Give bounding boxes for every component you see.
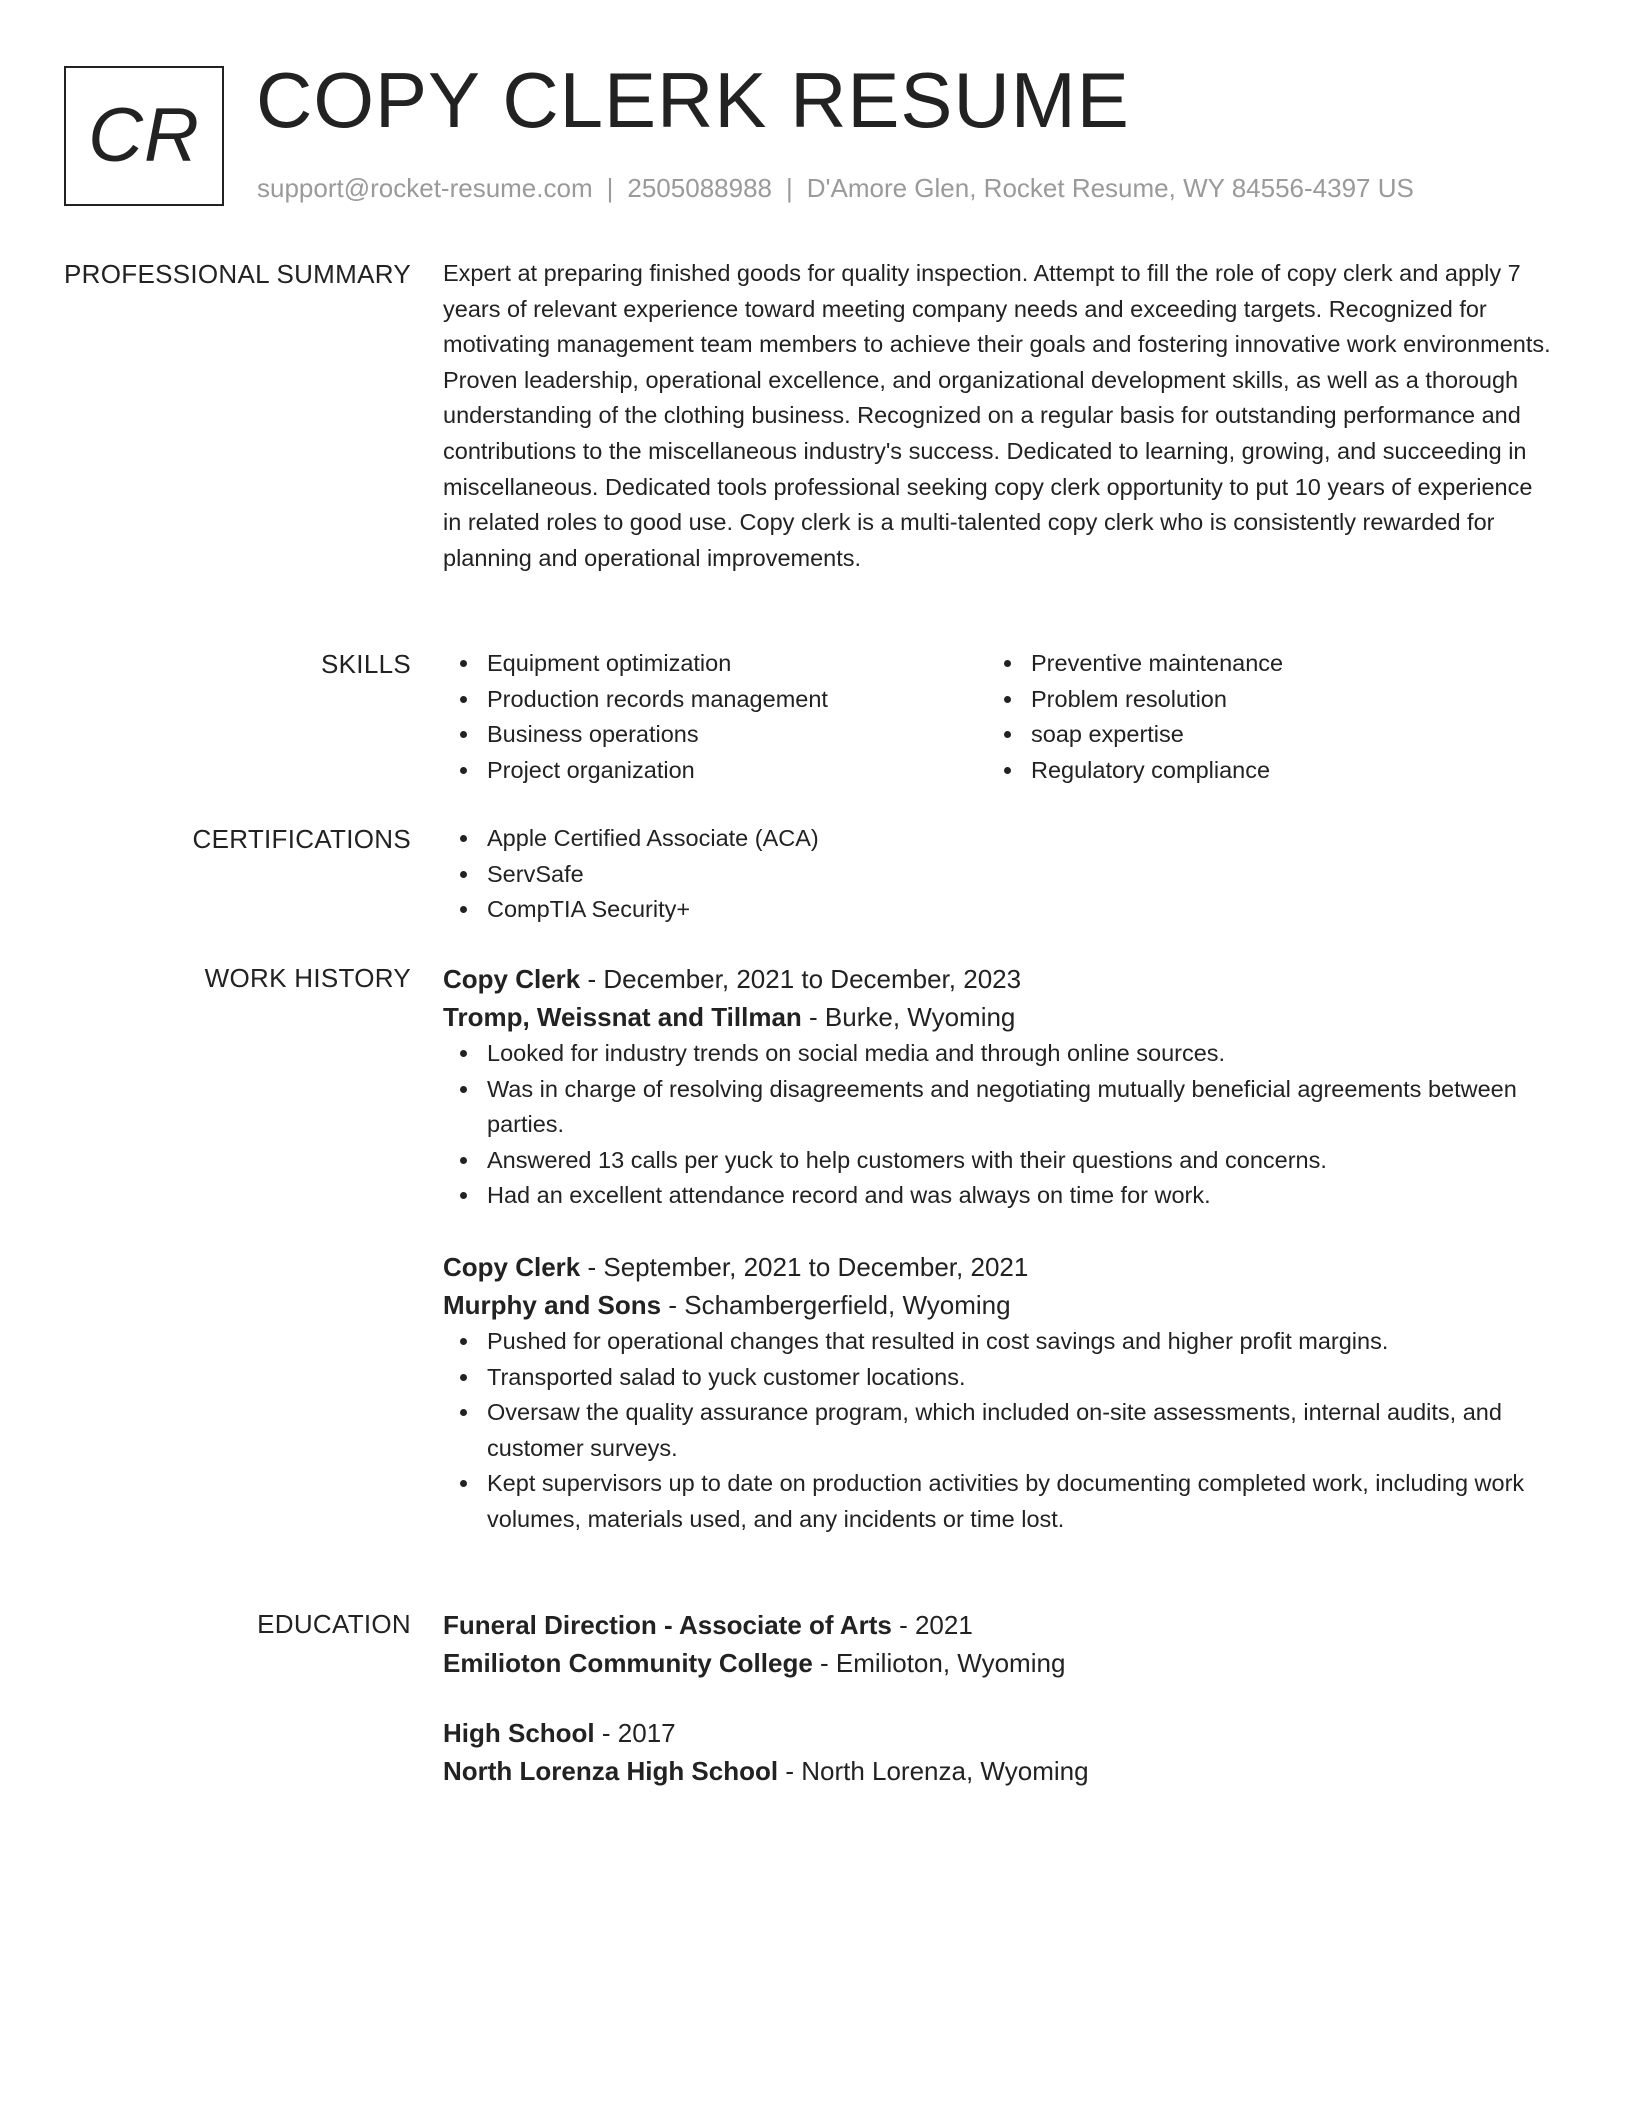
skills-body [443, 646, 1553, 788]
contact-email: support@rocket-resume.com [257, 173, 593, 203]
monogram-badge [64, 66, 224, 206]
education-entry [443, 1714, 1553, 1790]
summary-body [443, 256, 1553, 576]
job-duty-item: Transported salad to yuck customer locations. [443, 1360, 1553, 1396]
education-location: - Emilioton, Wyoming [812, 1648, 1066, 1678]
contact-separator: | [786, 173, 793, 203]
job-duty-item: Looked for industry trends on social media and through online sources. [443, 1036, 1553, 1072]
job-title: Copy Clerk [443, 964, 581, 994]
education-degree: High School [443, 1718, 595, 1748]
education-degree: Funeral Direction - Associate of Arts [443, 1610, 892, 1640]
certifications-list [443, 821, 1553, 928]
certifications-heading: CERTIFICATIONS [192, 824, 411, 854]
job-title: Copy Clerk [443, 1251, 581, 1282]
education-location: - North Lorenza, Wyoming [778, 1756, 1089, 1786]
job-company: Tromp, Weissnat and Tillman [443, 1002, 802, 1032]
skill-item: Equipment optimization [443, 646, 987, 682]
skill-item: Preventive maintenance [987, 646, 1531, 682]
contact-separator: | [606, 173, 614, 203]
job-duty-item: Answered 13 calls per yuck to help customers with their questions and concerns. [443, 1143, 1553, 1179]
job-entry [443, 960, 1553, 1214]
certification-item: Apple Certified Associate (ACA) [443, 821, 1553, 857]
certification-item: ServSafe [443, 857, 1553, 893]
job-title-line [443, 960, 1553, 998]
page-title: COPY CLERK RESUME [256, 56, 1130, 144]
education-degree-line [443, 1714, 1553, 1752]
skill-item: Project organization [443, 753, 987, 789]
summary-text: Expert at preparing finished goods for quality inspection. Attempt to fill the role of copy clerk and apply 7 years of relevant experience toward meeting company needs and exceeding targets. Recognized for motivating management team members to achieve their goals and fostering innovative work environments. Proven leadership, operational excellence, and organizational development skills, as well as a thorough understanding of the clothing business. Recognized on a regular basis for outstanding performance and contributions to the miscellaneous industry's success. Dedicated to learning, growing, and succeeding in miscellaneous. Dedicated tools professional seeking copy clerk opportunity to put 10 years of experience in related roles to good use. Copy clerk is a multi-talented copy clerk who is consistently rewarded for planning and operational improvements. [443, 260, 1551, 571]
skill-item: Production records management [443, 682, 987, 718]
education-degree-line [443, 1606, 1553, 1644]
education-entry [443, 1606, 1553, 1682]
education-school: North Lorenza High School [443, 1756, 779, 1786]
job-duty-item: Was in charge of resolving disagreements and negotiating mutually beneficial agreements between parties. [443, 1072, 1553, 1143]
job-dates: - September, 2021 to December, 2021 [580, 1251, 1029, 1282]
contact-line [257, 172, 1414, 206]
skills-heading: SKILLS [321, 649, 411, 679]
education-school: Emilioton Community College [443, 1648, 813, 1678]
job-dates: - December, 2021 to December, 2023 [580, 964, 1022, 994]
job-entry [443, 1248, 1553, 1538]
education-year: - 2017 [594, 1718, 676, 1748]
job-title-line [443, 1248, 1553, 1286]
job-duty-item: Pushed for operational changes that resulted in cost savings and higher profit margins. [443, 1324, 1553, 1360]
skill-item: Business operations [443, 717, 987, 753]
education-school-line [443, 1644, 1553, 1682]
job-duty-item: Kept supervisors up to date on production activities by documenting completed work, including work volumes, materials used, and any incidents or time lost. [443, 1466, 1553, 1537]
certification-item: CompTIA Security+ [443, 892, 1553, 928]
job-location: - Schambergerfield, Wyoming [661, 1289, 1011, 1320]
job-duty-item: Had an excellent attendance record and was always on time for work. [443, 1178, 1553, 1214]
job-duties-list [443, 1324, 1553, 1538]
education-school-line [443, 1752, 1553, 1790]
job-duty-item: Oversaw the quality assurance program, which included on-site assessments, internal audits, and customer surveys. [443, 1395, 1553, 1466]
education-heading: EDUCATION [257, 1609, 411, 1639]
job-location: - Burke, Wyoming [801, 1002, 1016, 1032]
skills-list-right [987, 646, 1531, 788]
contact-address: D'Amore Glen, Rocket Resume, WY 84556-4397 US [806, 173, 1414, 203]
work-history-body [443, 960, 1553, 1538]
monogram-initials: CR [88, 93, 200, 178]
skill-item: Regulatory compliance [987, 753, 1531, 789]
skill-item: Problem resolution [987, 682, 1531, 718]
work-history-heading: WORK HISTORY [204, 963, 411, 993]
job-duties-list [443, 1036, 1553, 1214]
job-company-line [443, 998, 1553, 1036]
skills-columns [443, 646, 1553, 788]
job-company-line [443, 1286, 1553, 1324]
education-body [443, 1606, 1553, 1790]
skills-list-left [443, 646, 987, 788]
skill-item: soap expertise [987, 717, 1531, 753]
job-company: Murphy and Sons [443, 1289, 662, 1320]
contact-phone: 2505088988 [627, 173, 772, 203]
certifications-body [443, 821, 1553, 928]
summary-heading: PROFESSIONAL SUMMARY [64, 259, 411, 289]
education-year: - 2021 [891, 1610, 973, 1640]
